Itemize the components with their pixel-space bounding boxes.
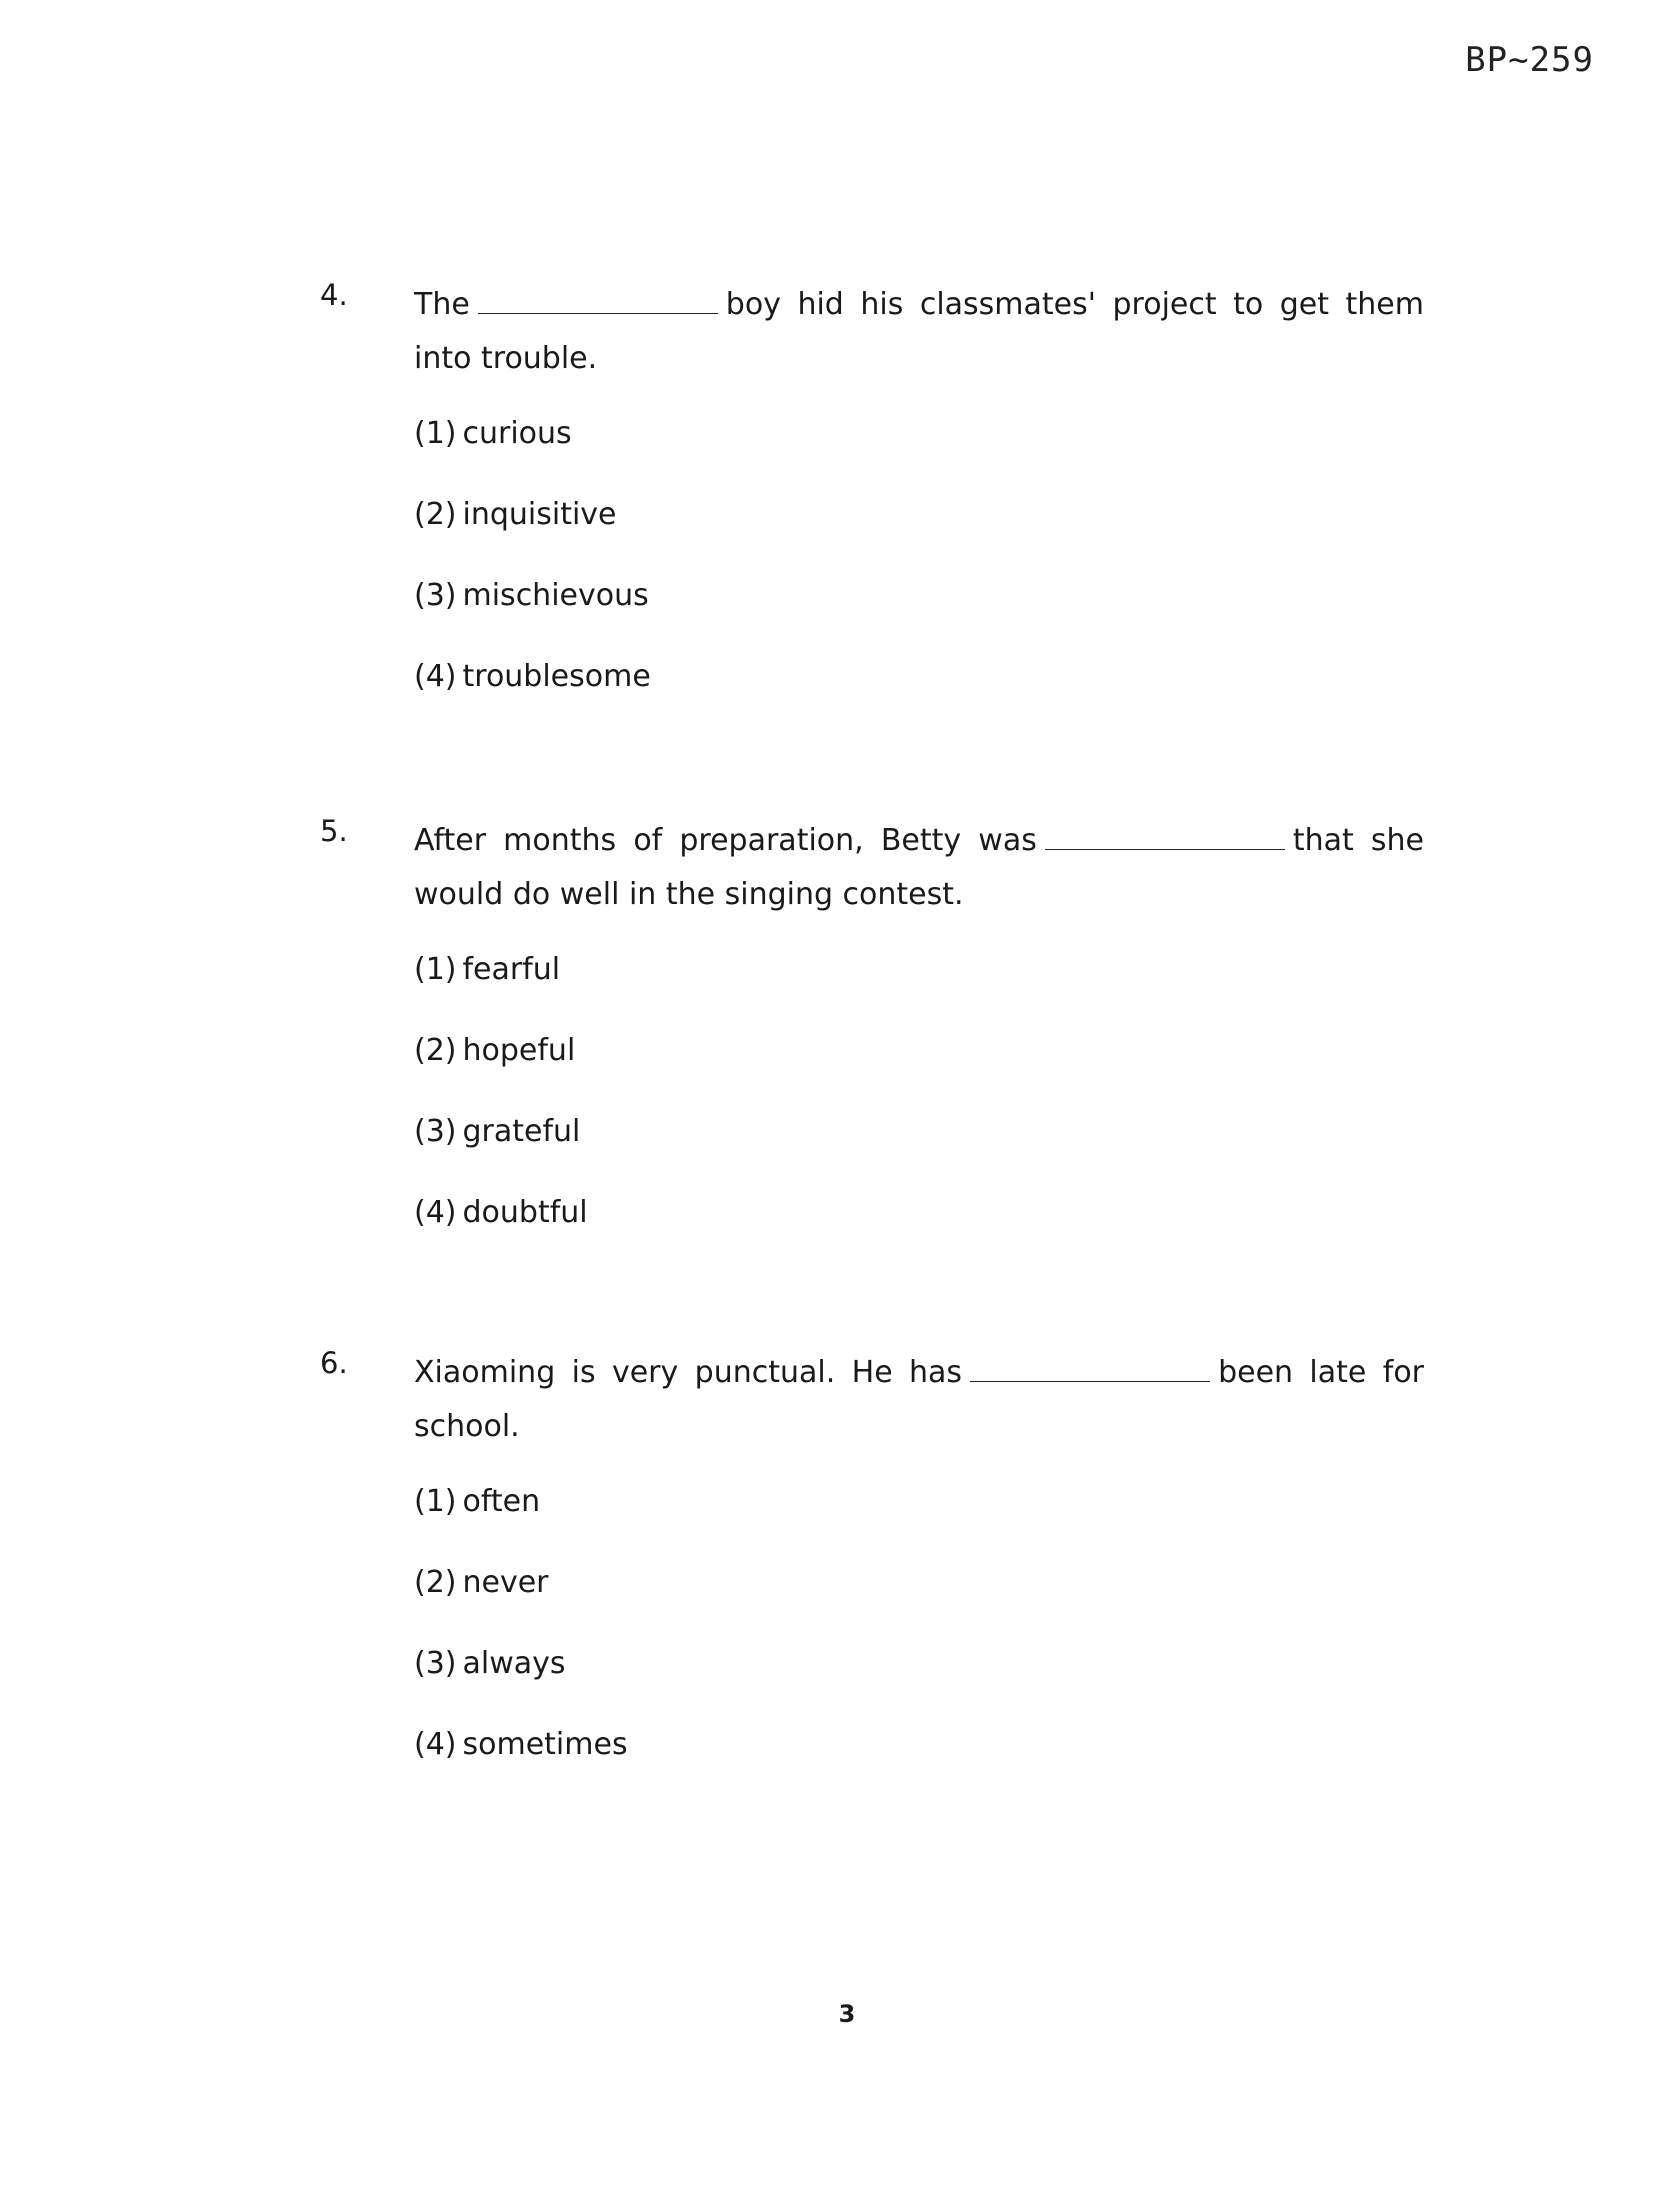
option-text: sometimes [462, 1727, 628, 1762]
option-1 [414, 950, 588, 1031]
answer-blank [1045, 823, 1285, 850]
option-2 [414, 1031, 588, 1112]
option-text: curious [462, 416, 572, 451]
option-number: (2) [414, 1565, 457, 1600]
option-text: fearful [462, 952, 561, 987]
option-4 [414, 657, 651, 738]
question-number: 4. [320, 278, 348, 312]
question-text [414, 814, 1424, 922]
option-text: inquisitive [462, 497, 617, 532]
question-number: 6. [320, 1346, 348, 1380]
option-text: always [462, 1646, 566, 1681]
option-1 [414, 414, 651, 495]
question-text-after: boy hid his classmates' project to get them into trouble. [414, 287, 1424, 376]
question-text [414, 1346, 1424, 1454]
option-2 [414, 495, 651, 576]
option-number: (2) [414, 497, 457, 532]
option-4 [414, 1725, 628, 1806]
option-3 [414, 576, 651, 657]
question-text-before: The [414, 287, 470, 322]
option-3 [414, 1112, 588, 1193]
option-4 [414, 1193, 588, 1274]
option-number: (2) [414, 1033, 457, 1068]
answer-options [414, 950, 588, 1274]
option-number: (4) [414, 659, 457, 694]
option-text: mischievous [462, 578, 649, 613]
option-text: hopeful [462, 1033, 576, 1068]
option-number: (3) [414, 1114, 457, 1149]
option-text: troublesome [462, 659, 651, 694]
question-text-before: Xiaoming is very punctual. He has [414, 1355, 963, 1390]
option-number: (1) [414, 952, 457, 987]
option-text: never [462, 1565, 549, 1600]
option-number: (1) [414, 1484, 457, 1519]
answer-blank [970, 1355, 1210, 1382]
option-number: (1) [414, 416, 457, 451]
question-text [414, 278, 1424, 386]
option-2 [414, 1563, 628, 1644]
page-number: 3 [838, 2000, 856, 2028]
question-text-after: been late for school. [414, 1355, 1425, 1444]
answer-options [414, 414, 651, 738]
option-number: (4) [414, 1195, 457, 1230]
question-text-after: that she would do well in the singing contest. [414, 823, 1425, 912]
option-number: (3) [414, 1646, 457, 1681]
option-number: (4) [414, 1727, 457, 1762]
paper-code: BP~259 [1465, 40, 1594, 80]
option-number: (3) [414, 578, 457, 613]
option-text: doubtful [462, 1195, 588, 1230]
option-text: often [462, 1484, 541, 1519]
question-text-before: After months of preparation, Betty was [414, 823, 1037, 858]
option-text: grateful [462, 1114, 581, 1149]
option-3 [414, 1644, 628, 1725]
question-number: 5. [320, 814, 348, 848]
answer-options [414, 1482, 628, 1806]
answer-blank [478, 287, 718, 314]
option-1 [414, 1482, 628, 1563]
